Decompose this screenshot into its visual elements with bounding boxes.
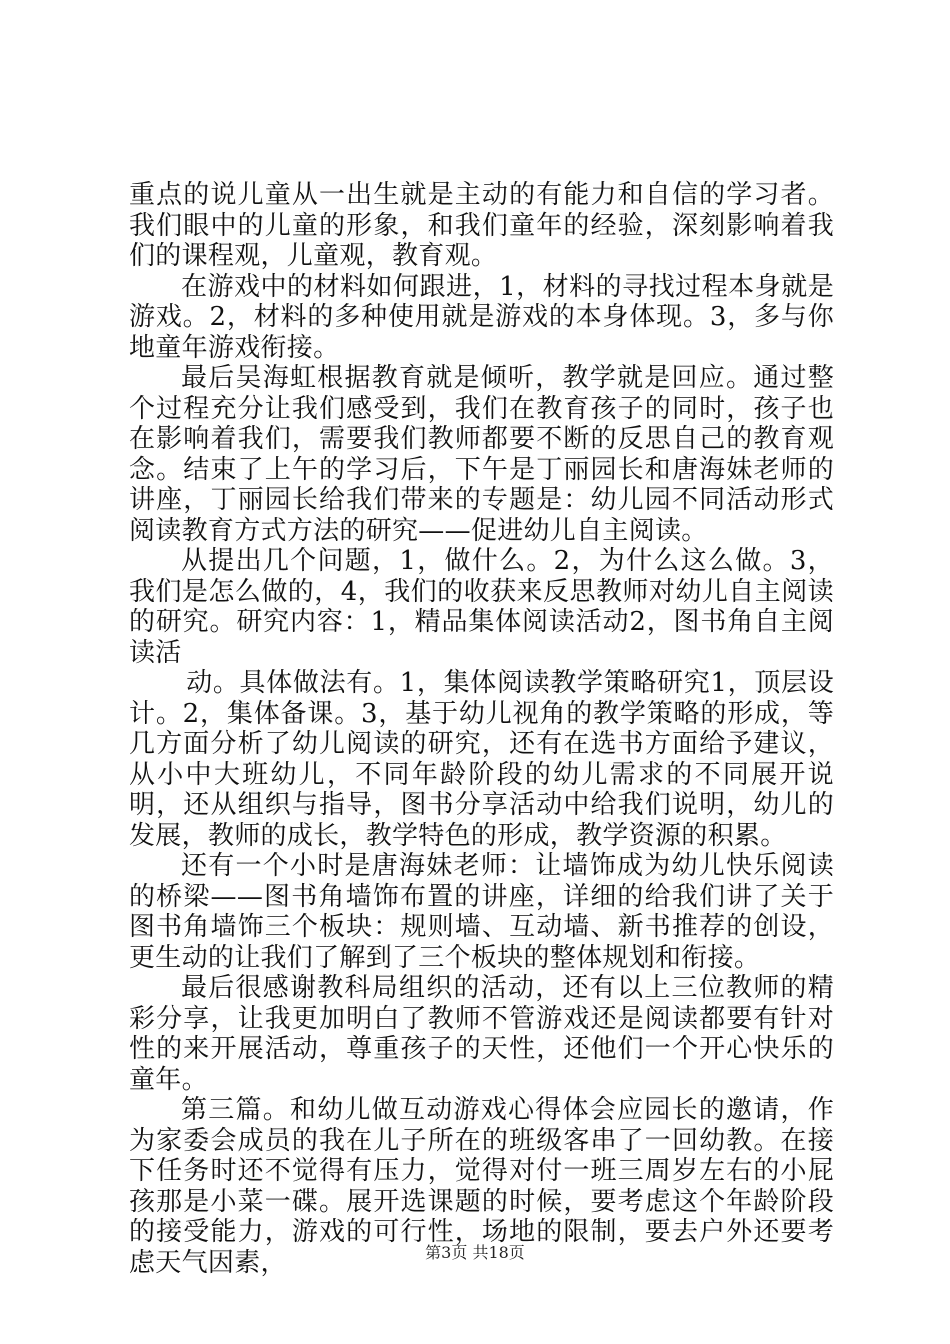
paragraph-5: 动。具体做法有。1，集体阅读教学策略研究1，顶层设计。2，集体备课。3，基于幼儿视角的教学策略的形成，等几方面分析了幼儿阅读的研究，还有在选书方面给予建议，从小中大班幼儿，不同年龄阶段的幼儿需求的不同展开说明，还从组织与指导，图书分享活动中给我们说明，幼儿的发展，教师的成长，教学特色的形成，教学资源的积累。 [129, 668, 834, 851]
paragraph-6: 还有一个小时是唐海妹老师：让墙饰成为幼儿快乐阅读的桥梁——图书角墙饰布置的讲座，详细的给我们讲了关于图书角墙饰三个板块：规则墙、互动墙、新书推荐的创设，更生动的让我们了解到了三个板块的整体规划和衔接。 [129, 851, 834, 973]
paragraph-7: 最后很感谢教科局组织的活动，还有以上三位教师的精彩分享，让我更加明白了教师不管游戏还是阅读都要有针对性的来开展活动，尊重孩子的天性，还他们一个开心快乐的童年。 [129, 973, 834, 1095]
paragraph-1: 重点的说儿童从一出生就是主动的有能力和自信的学习者。我们眼中的儿童的形象，和我们童年的经验，深刻影响着我们的课程观，儿童观，教育观。 [129, 180, 834, 271]
document-body [129, 180, 834, 1278]
page-footer: 第3页 共18页 [425, 1243, 525, 1262]
paragraph-3: 最后吴海虹根据教育就是倾听，教学就是回应。通过整个过程充分让我们感受到，我们在教育孩子的同时，孩子也在影响着我们，需要我们教师都要不断的反思自己的教育观念。结束了上午的学习后，下午是丁丽园长和唐海妹老师的讲座，丁丽园长给我们带来的专题是：幼儿园不同活动形式阅读教育方式方法的研究——促进幼儿自主阅读。 [129, 363, 834, 546]
paragraph-4: 从提出几个问题，1，做什么。2，为什么这么做。3，我们是怎么做的，4，我们的收获来反思教师对幼儿自主阅读的研究。研究内容：1，精品集体阅读活动2，图书角自主阅读活 [129, 546, 834, 668]
paragraph-2: 在游戏中的材料如何跟进，1，材料的寻找过程本身就是游戏。2，材料的多种使用就是游戏的本身体现。3，多与你地童年游戏衔接。 [129, 271, 834, 363]
paragraph-8: 第三篇。和幼儿做互动游戏心得体会应园长的邀请，作为家委会成员的我在儿子所在的班级客串了一回幼教。在接下任务时还不觉得有压力，觉得对付一班三周岁左右的小屁孩那是小菜一碟。展开选课题的时候，要考虑这个年龄阶段的接受能力，游戏的可行性，场地的限制，要去户外还要考虑天气因素， [129, 1095, 834, 1278]
